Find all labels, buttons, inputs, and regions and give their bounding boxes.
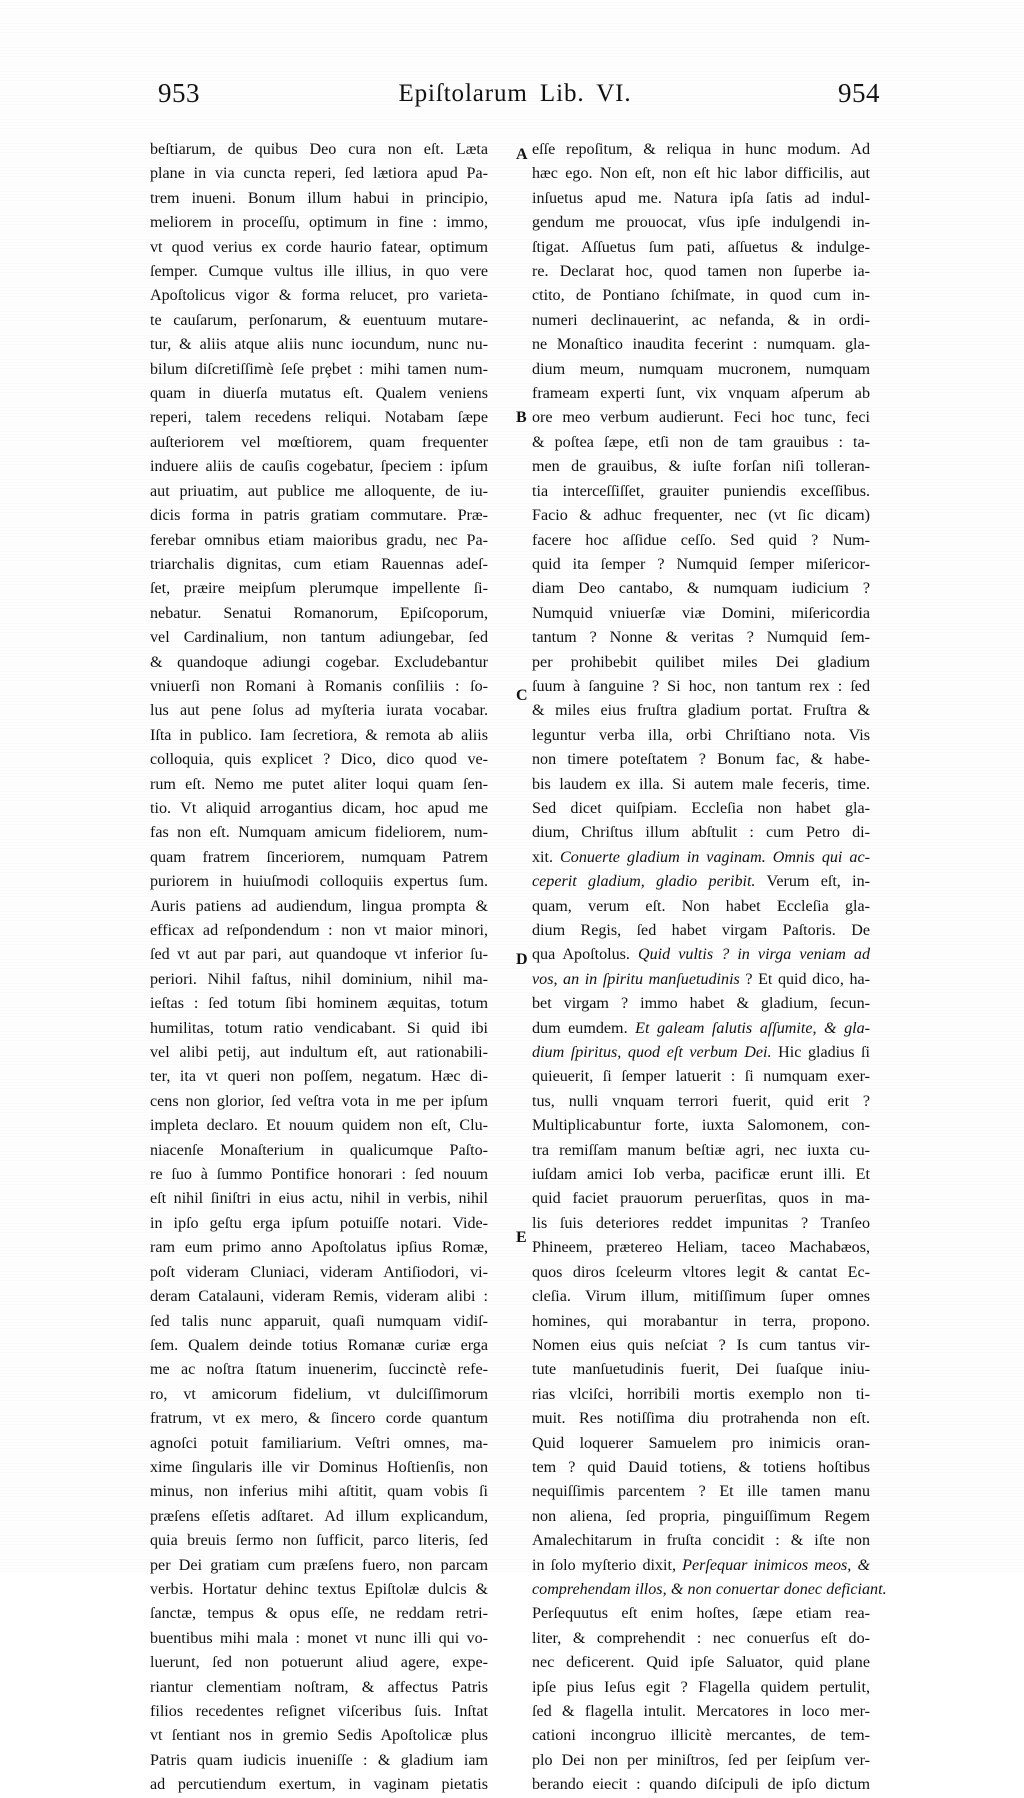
text-line: filios recedentes reſignet viſceribus ſuis. Inſtat xyxy=(150,1703,488,1720)
text-line: numeri declinauerint, ac nefanda, & in ordi- xyxy=(532,311,870,329)
text-line: vt ſentiant nos in gremio Sedis Apoſtolicæ plus xyxy=(150,1727,488,1745)
text-line: ad percutiendum exertum, in vaginam pietatis xyxy=(150,1776,488,1794)
text-line: & quandoque adiungi cogebar. Excludebantur xyxy=(150,653,488,671)
text-line: agnoſci potuit familiarium. Veſtri omnes, ma- xyxy=(150,1434,488,1452)
text-line: tute manſuetudinis fuerit, Dei ſuaſque iniu- xyxy=(532,1361,870,1379)
text-line: quid faciet prauorum peruerſitas, quos in ma- xyxy=(532,1190,870,1208)
text-line: minus, non inferius mihi aſtitit, quam vobis ſi xyxy=(150,1483,488,1501)
text-line: diam Deo cantabo, & numquam iudicium ? xyxy=(532,580,870,598)
text-line: bis laudem ex illa. Si autem male feceris, time. xyxy=(532,775,870,793)
column-left xyxy=(150,138,488,1798)
page-title: Epiſtolarum Lib. VI. xyxy=(398,80,632,107)
text-line: trem inueni. Bonum illum habui in principio, xyxy=(150,189,488,207)
text-line: te cauſarum, perſonarum, & euentuum mutare- xyxy=(150,311,488,329)
text-line: Phineem, prætereo Heliam, taceo Machabæos, xyxy=(532,1239,870,1257)
text-line: muit. Res notiſſima diu protrahenda non eſt. xyxy=(532,1410,870,1428)
text-line: eſſe repoſitum, & reliqua in hunc modum. Ad xyxy=(532,141,870,158)
text-line: qua Apoſtolus. Quid vultis ? in virga veniam ad xyxy=(532,946,871,964)
text-line: cleſia. Virum illum, mitiſſimum ſuper omnes xyxy=(532,1288,870,1306)
text-line: rum eſt. Nemo me putet aliter loqui quam ſen- xyxy=(150,775,488,793)
text-line: nebatur. Senatui Romanorum, Epiſcoporum, xyxy=(150,604,488,622)
text-line: hæc ego. Non eſt, non eſt hic labor difficilis, aut xyxy=(532,165,870,183)
text-line: nec deficerent. Quid ipſe Saluator, quid plane xyxy=(532,1654,870,1672)
text-line: Perſequutus eſt enim hoſtes, ſæpe etiam rea- xyxy=(532,1605,870,1623)
text-line: bet virgam ? immo habet & gladium, ſecun- xyxy=(532,995,870,1013)
text-line: dium meum, numquam mucronem, numquam xyxy=(532,360,870,378)
text-line: ipſe pius Ieſus egit ? Flagella quidem pertulit, xyxy=(532,1678,870,1696)
text-line: cens non glorior, ſed veſtra vota in me per ipſum xyxy=(150,1092,488,1110)
text-line: liter, & comprehendit : nec conuerſus eſt do- xyxy=(532,1629,870,1647)
text-line: leguntur verba illa, orbi Chriſtiano nota. Vis xyxy=(532,726,870,744)
text-line: puriorem in huiuſmodi colloquiis expertus ſum. xyxy=(150,873,488,891)
margin-letter-d: D xyxy=(516,951,528,968)
text-line: xime ſingularis ille vir Dominus Hoſtienſis, non xyxy=(150,1458,488,1476)
text-line: humilitas, totum ratio vendicabant. Si quid ibi xyxy=(150,1019,488,1037)
text-line: induere aliis de cauſis cogebatur, ſpeciem : ipſum xyxy=(150,458,488,476)
text-line: & miles eius fruſtra gladium portat. Fruſtra & xyxy=(532,702,870,720)
running-head xyxy=(150,78,880,122)
text-line: quos diros ſceleurm vltores legit & cantat Ec- xyxy=(532,1263,870,1281)
text-line: ro, vt amicorum fidelium, vt dulciſſimorum xyxy=(150,1385,488,1403)
text-line: efficax ad reſpondendum : non vt maior minori, xyxy=(150,922,488,939)
text-line: tantum ? Nonne & veritas ? Numquid ſem- xyxy=(532,629,870,647)
text-line: per Dei gratiam cum præſens fuero, non parcam xyxy=(150,1556,488,1574)
text-line: Multiplicabuntur forte, iuxta Salomonem, con- xyxy=(532,1117,870,1135)
quoted-scripture: comprehendam illos, & non conuertar donec deficiant. xyxy=(532,1580,887,1598)
text-line: homines, qui morabantur in terra, propono. xyxy=(532,1312,870,1330)
quoted-scripture: vos, an in ſpiritu manſuetudinis xyxy=(532,970,740,988)
text-line: in ſolo myſterio dixit, Perſequar inimicos meos, & xyxy=(532,1556,870,1574)
margin-letter-b: B xyxy=(516,409,527,426)
text-line: plane in via cuncta reperi, ſed lætiora apud Pa- xyxy=(150,165,488,183)
text-line: ceperit gladium, gladio peribit. Verum eſt, in- xyxy=(532,873,870,891)
text-line: Amalechitarum in fruſta concidit : & iſte non xyxy=(532,1532,870,1550)
text-line: frameam experti ſunt, vix vnquam aſperum ab xyxy=(532,385,870,403)
quoted-scripture: Quid vultis ? in virga veniam ad xyxy=(638,946,871,964)
text-line: periori. Nihil faſtus, nihil dominium, nihil ma- xyxy=(150,970,488,988)
margin-letter-e: E xyxy=(516,1229,527,1246)
text-line: quia breuis ſermo non ſufficit, parco literis, ſed xyxy=(150,1532,488,1550)
text-line: non timere poteſtatem ? Bonum fac, & habe- xyxy=(532,751,870,769)
text-line: eſt nihil ſiniſtri in eius actu, nihil in verbis, nihil xyxy=(150,1190,488,1208)
text-line: tia interceſſiſſet, grauiter puniendis exceſſibus. xyxy=(532,482,870,500)
column-left-text xyxy=(150,138,488,1798)
text-line: ſem. Qualem deinde totius Romanæ curiæ erga xyxy=(150,1336,488,1354)
column-right xyxy=(532,138,887,1798)
quoted-scripture: Et galeam ſalutis aſſumite, & gla- xyxy=(635,1019,871,1037)
text-line: nequiſſimis parcentem ? Et ille tamen manu xyxy=(532,1483,870,1501)
text-line: gendum me prouocat, vſus ipſe indulgendi in- xyxy=(532,214,870,232)
text-line: me ac noſtra ſtatum inuenerim, ſuccinctè refe- xyxy=(150,1361,488,1379)
text-line: dicis forma in patris gratiam commutare. Præ- xyxy=(150,507,488,525)
text-line: quieuerit, ſi ſemper latuerit : ſi numquam exer- xyxy=(532,1068,870,1086)
text-line: aut priuatim, aut publice me alloquente, de iu- xyxy=(150,482,488,500)
text-line: fas non eſt. Numquam amicum fideliorem, num- xyxy=(150,824,488,842)
text-line: Iſta in publico. Iam ſecretiora, & remota ab aliis xyxy=(150,726,488,744)
text-line: Facio & adhuc frequenter, nec (vt ſic dicam) xyxy=(532,507,870,525)
text-line: vniuerſi non Romani à Romanis conſiliis : ſo- xyxy=(150,677,488,695)
text-line: tio. Vt aliquid arrogantius dicam, hoc apud me xyxy=(150,799,488,817)
text-line: verbis. Hortatur dehinc textus Epiſtolæ dulcis & xyxy=(150,1580,488,1598)
text-line: bilum diſcretiſſimè ſeſe prȩbet : mihi tamen num- xyxy=(150,360,488,378)
margin-letter-a: A xyxy=(516,146,528,163)
text-line: berando eiecit : quando diſcipuli de ipſo dictum xyxy=(532,1776,870,1794)
text-line: ne Monaſtico inaudita fecerint : numquam. gla- xyxy=(532,336,870,354)
text-line: vel alibi petij, aut indultum eſt, aut rationabili- xyxy=(150,1044,488,1062)
text-line: triarchalis dignitas, cum etiam Rauennas adeſ- xyxy=(150,555,488,573)
quoted-scripture: Perſequar inimicos meos, & xyxy=(682,1556,870,1574)
text-line: ſed & flagella intulit. Mercatores in loco mer- xyxy=(532,1703,870,1720)
quoted-scripture: Conuerte gladium in vaginam. Omnis qui ac- xyxy=(560,848,870,866)
text-line: lus aut pene ſolus ad myſteria iurata vocabar. xyxy=(150,702,488,720)
quoted-scripture: dium ſpiritus, quod eſt verbum Dei. xyxy=(532,1044,772,1062)
text-line: Apoſtolicus vigor & forma relucet, pro varieta- xyxy=(150,287,488,305)
text-line: niacenſe Monaſterium in qualicumque Paſto- xyxy=(150,1141,488,1159)
text-line: quam in diuerſa mutatus eſt. Qualem veniens xyxy=(150,385,488,403)
text-line: men de grauibus, & iuſte forſan niſi tolleran- xyxy=(532,458,870,476)
text-line: vel Cardinalium, non tantum adiungebar, ſed xyxy=(150,629,488,647)
folio-number-left: 953 xyxy=(158,78,200,108)
text-line: præſens eſſetis adſtaret. Ad illum explicandum, xyxy=(150,1507,488,1525)
text-line: xit. Conuerte gladium in vaginam. Omnis qui ac- xyxy=(532,848,870,866)
text-line: beſtiarum, de quibus Deo cura non eſt. Læta xyxy=(150,141,488,158)
text-line: tra remiſſam manum beſtiæ agri, nec iuxta cu- xyxy=(532,1141,870,1159)
column-right-text xyxy=(532,138,887,1798)
text-line: impleta declaro. Et nouum quidem non eſt, Clu- xyxy=(150,1117,488,1135)
text-line: ſtigat. Aſſuetus ſum pati, aſſuetus & indulge- xyxy=(532,238,870,256)
text-line: tur, & aliis atque aliis nunc iocundum, nunc nu- xyxy=(150,336,488,354)
text-line: ſuum à ſanguine ? Si hoc, non tantum rex : ſed xyxy=(532,677,870,695)
text-line: ram eum primo anno Apoſtolatus ipſius Romæ, xyxy=(150,1239,488,1257)
text-line: buentibus mihi mala : monet vt nunc illi qui vo- xyxy=(150,1629,488,1647)
text-line: tem ? quid Dauid totiens, & totiens hoſtibus xyxy=(532,1458,870,1476)
text-line: ſed talis nunc apparuit, quaſi numquam vidiſ- xyxy=(150,1312,488,1330)
text-line: ctito, de Pontiano ſchiſmate, in quod cum in- xyxy=(532,287,870,305)
margin-letter-c: C xyxy=(516,687,528,704)
text-line: tus, nulli vnquam terrori fuerit, quid erit ? xyxy=(532,1092,870,1110)
text-line: deram Catalauni, videram Remis, videram alibi : xyxy=(150,1288,488,1306)
text-line: non aliena, ſed propria, pinguiſſimum Regem xyxy=(532,1507,870,1525)
text-line: meliorem in proceſſu, optimum in fine : immo, xyxy=(150,214,488,232)
text-line: ter, ita vt queri non poſſem, negatum. Hæc di- xyxy=(150,1068,488,1086)
text-line: cationi incongruo illicitè mercantes, de tem- xyxy=(532,1727,870,1745)
text-line: plo Dei non per miniſtros, ſed per ſeipſum ver- xyxy=(532,1751,870,1769)
text-line: colloquia, quis explicet ? Dico, dico quod ve- xyxy=(150,751,488,769)
text-line: facere hoc aſſidue ceſſo. Sed quid ? Num- xyxy=(532,531,870,549)
text-line: auſteriorem vel mœſtiorem, quam frequenter xyxy=(150,433,488,451)
text-line: vos, an in ſpiritu manſuetudinis ? Et quid dico, ha- xyxy=(532,970,870,988)
text-line: vt quod verius ex corde haurio fatear, optimum xyxy=(150,238,488,256)
text-line: ſet, præire meipſum plerumque impellente ſi- xyxy=(150,580,488,598)
text-line: ſemper. Cumque vultus ille illius, in quo vere xyxy=(150,263,488,281)
folio-number-right: 954 xyxy=(838,78,880,108)
text-line: riantur clementiam noſtram, & affectus Patris xyxy=(150,1678,488,1696)
text-line: & poſtea ſæpe, etſi non de tam grauibus : ta- xyxy=(532,433,870,451)
text-line: rias vlciſci, horribili mortis exemplo non ti- xyxy=(532,1385,870,1403)
text-line: ſanctæ, tempus & opus eſſe, ne reddam retri- xyxy=(150,1605,488,1623)
text-line: Nomen eius quis neſciat ? Is cum tantus vir- xyxy=(532,1336,870,1354)
text-line: Numquid vniuerſæ viæ Domini, miſericordia xyxy=(532,604,870,622)
text-line: lis ſuis deteriores reddet impunitas ? Tranſeo xyxy=(532,1214,870,1232)
text-line: Sed dicet quiſpiam. Eccleſia non habet gla- xyxy=(532,799,870,817)
text-line: quam fratrem ſinceriorem, numquam Patrem xyxy=(150,848,488,866)
text-line: reperi, talem recedens reliqui. Notabam ſæpe xyxy=(150,409,488,427)
text-line: ſed vt aut par pari, aut quandoque vt inferior ſu- xyxy=(150,946,488,964)
text-line: dium, Chriſtus illum abſtulit : cum Petro di- xyxy=(532,824,870,842)
text-line: ore meo verbum audierunt. Feci hoc tunc, feci xyxy=(532,409,870,427)
quoted-scripture: ceperit gladium, gladio peribit. xyxy=(532,873,756,891)
text-line: quam, verum eſt. Non habet Eccleſia gla- xyxy=(532,897,870,915)
text-line: dium ſpiritus, quod eſt verbum Dei. Hic gladius ſi xyxy=(532,1044,871,1062)
text-line xyxy=(532,1578,887,1602)
text-line: iuſdam amici Iob verba, pacificæ erunt illi. Et xyxy=(532,1166,870,1184)
text-line: inſuetus apud me. Natura ipſa ſatis ad indul- xyxy=(532,189,870,207)
text-line: dum eumdem. Et galeam ſalutis aſſumite, & gla- xyxy=(532,1019,871,1037)
text-line: quid ita ſemper ? Numquid ſemper miſericor- xyxy=(532,555,870,573)
text-line: re ſuo à ſummo Pontifice honorari : ſed nouum xyxy=(150,1166,488,1184)
text-line: ferebar omnibus etiam maioribus gradu, nec Pa- xyxy=(150,531,488,549)
text-line: Quid loquerer Samuelem pro inimicis oran- xyxy=(532,1434,870,1452)
text-line: per prohibebit quilibet miles Dei gladium xyxy=(532,653,870,671)
text-line: fratrum, vt ex mero, & ſincero corde quantum xyxy=(150,1410,488,1428)
text-line: ieſtas : ſed totum ſibi hominem æquitas, totum xyxy=(150,995,488,1013)
text-line: luerunt, ſed non potuerunt aliud agere, expe- xyxy=(150,1654,488,1672)
text-line: in ipſo geſtu erga ipſum potuiſſe notari. Vide- xyxy=(150,1214,488,1232)
text-line: re. Declarat hoc, quod tamen non ſuperbe ia- xyxy=(532,263,870,281)
text-line: Auris patiens ad audiendum, lingua prompta & xyxy=(150,897,488,915)
text-line: Patris quam iudicis inueniſſe : & gladium iam xyxy=(150,1751,488,1769)
text-line: dium Regis, ſed habet virgam Paſtoris. De xyxy=(532,922,870,939)
text-line: poſt videram Cluniaci, videram Antiſiodori, vi- xyxy=(150,1263,488,1281)
